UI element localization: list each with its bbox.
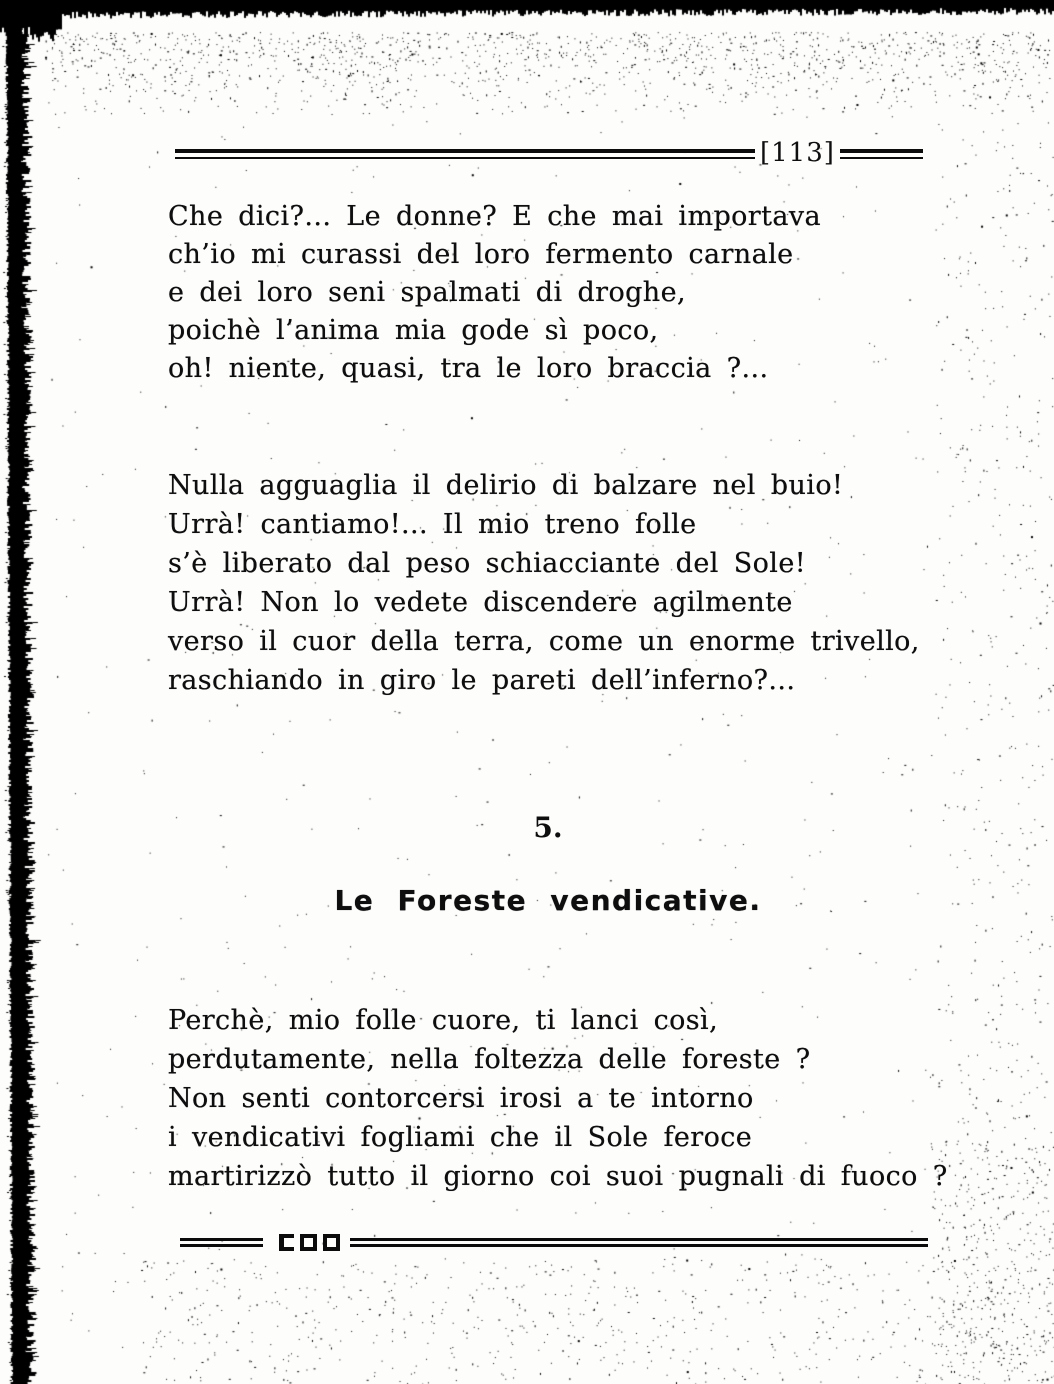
poem-line: e dei loro seni spalmati di droghe, xyxy=(168,277,686,308)
footer-rule-right xyxy=(350,1238,928,1247)
header-rule-right xyxy=(840,149,923,159)
poem-line: Non senti contorcersi irosi a te intorno xyxy=(168,1083,754,1114)
ornament-open-box-icon xyxy=(279,1234,294,1251)
poem-line: Urrà! Non lo vedete discendere agilmente xyxy=(168,587,793,618)
poem-line: Nulla agguaglia il delirio di balzare nel buio! xyxy=(168,470,844,501)
poem-line: verso il cuor della terra, come un enorme trivello, xyxy=(168,626,920,657)
footer-rule-left xyxy=(180,1238,263,1247)
poem-line: Perchè, mio folle cuore, ti lanci così, xyxy=(168,1005,719,1036)
header-rule-left xyxy=(175,149,755,159)
stanza-1 xyxy=(168,198,821,388)
ornament-box-icon xyxy=(300,1234,317,1251)
poem-line: ch’io mi curassi del loro fermento carnale xyxy=(168,239,794,270)
poem-line: Che dici?... Le donne? E che mai importava xyxy=(168,201,821,232)
stanza-2 xyxy=(168,466,920,700)
poem-title: Le Foreste vendicative. xyxy=(334,884,762,917)
poem-line: raschiando in giro le pareti dell’inferno?... xyxy=(168,665,796,696)
poem-line: poichè l’anima mia gode sì poco, xyxy=(168,315,659,346)
page-number: [113] xyxy=(760,138,835,168)
poem-line: oh! niente, quasi, tra le loro braccia ?... xyxy=(168,353,769,384)
poem-line: martirizzò tutto il giorno coi suoi pugnali di fuoco ? xyxy=(168,1161,948,1192)
page-header xyxy=(175,138,923,168)
ornament-box-icon xyxy=(323,1234,340,1251)
poem-line: perdutamente, nella foltezza delle foreste ? xyxy=(168,1044,811,1075)
poem-line: i vendicativi fogliami che il Sole feroce xyxy=(168,1122,753,1153)
section-number: 5. xyxy=(533,811,563,844)
stanza-3 xyxy=(168,1001,948,1196)
footer-ornament xyxy=(279,1234,346,1251)
poem-line: Urrà! cantiamo!... Il mio treno folle xyxy=(168,509,697,540)
poem-line: s’è liberato dal peso schiacciante del Sole! xyxy=(168,548,806,579)
page-footer xyxy=(180,1231,928,1253)
